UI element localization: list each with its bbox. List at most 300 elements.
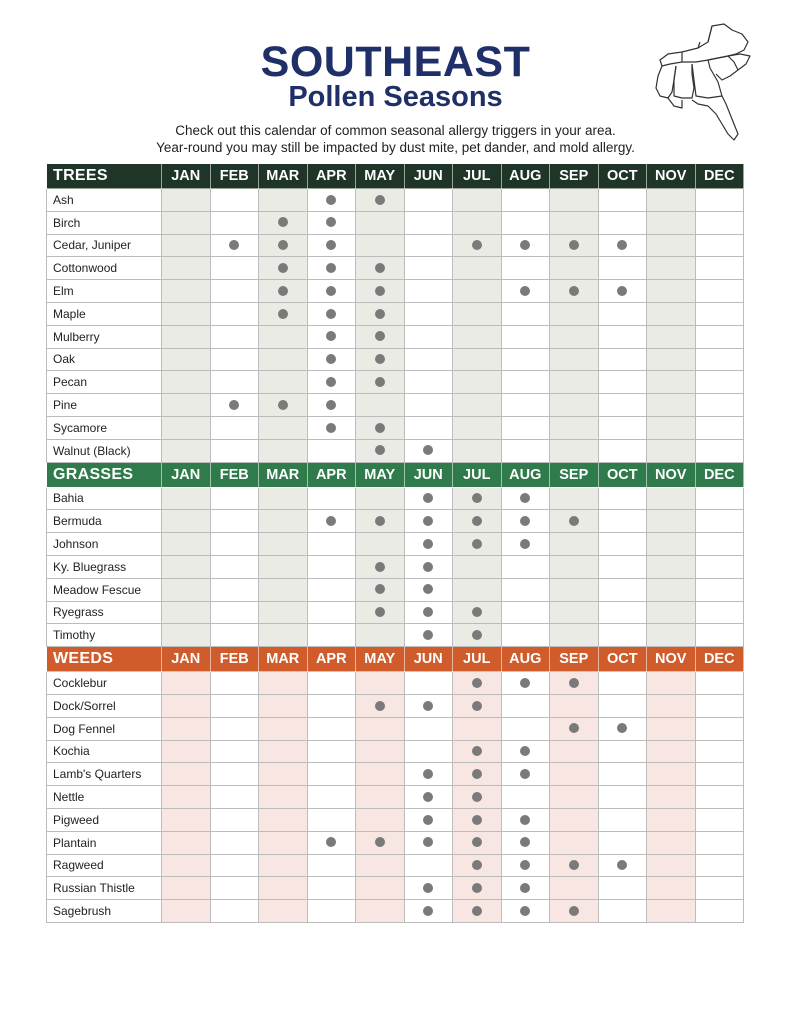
pollen-dot (617, 286, 627, 296)
month-cell (210, 257, 259, 280)
month-cell (453, 348, 502, 371)
month-cell (259, 189, 308, 212)
pollen-dot (423, 769, 433, 779)
month-cell (598, 877, 647, 900)
month-cell (598, 900, 647, 923)
month-cell (501, 877, 550, 900)
month-cell (550, 348, 599, 371)
month-header: AUG (501, 647, 550, 672)
month-cell (259, 900, 308, 923)
month-cell (404, 234, 453, 257)
pollen-dot (423, 906, 433, 916)
month-cell (453, 786, 502, 809)
month-header: FEB (210, 164, 259, 189)
month-cell (162, 189, 211, 212)
table-row (47, 394, 744, 417)
month-cell (647, 348, 696, 371)
month-cell (404, 439, 453, 462)
month-cell (210, 487, 259, 510)
month-cell (598, 394, 647, 417)
month-cell (598, 717, 647, 740)
month-cell (550, 416, 599, 439)
pollen-dot (326, 217, 336, 227)
month-cell (598, 257, 647, 280)
month-cell (162, 694, 211, 717)
month-cell (647, 371, 696, 394)
table-row (47, 900, 744, 923)
month-cell (647, 533, 696, 556)
month-cell (501, 325, 550, 348)
month-cell (647, 786, 696, 809)
month-cell (647, 325, 696, 348)
month-cell (453, 601, 502, 624)
month-cell (259, 325, 308, 348)
month-cell (356, 439, 405, 462)
month-cell (210, 717, 259, 740)
month-cell (210, 740, 259, 763)
pollen-dot (520, 837, 530, 847)
pollen-dot (520, 860, 530, 870)
month-cell (356, 302, 405, 325)
month-cell (404, 510, 453, 533)
pollen-dot (423, 630, 433, 640)
pollen-dot (569, 723, 579, 733)
month-cell (307, 416, 356, 439)
month-cell (453, 280, 502, 303)
month-cell (647, 439, 696, 462)
month-cell (550, 578, 599, 601)
month-cell (259, 555, 308, 578)
month-cell (210, 786, 259, 809)
month-cell (695, 280, 744, 303)
pollen-dot (423, 516, 433, 526)
month-cell (259, 740, 308, 763)
month-cell (453, 371, 502, 394)
month-cell (210, 371, 259, 394)
pollen-dot (326, 377, 336, 387)
month-cell (695, 854, 744, 877)
month-header: DEC (695, 462, 744, 487)
month-header: JAN (162, 647, 211, 672)
month-cell (501, 854, 550, 877)
month-cell (453, 808, 502, 831)
month-cell (259, 439, 308, 462)
pollen-calendar-table (46, 163, 744, 923)
pollen-dot (472, 240, 482, 250)
month-cell (356, 854, 405, 877)
month-cell (695, 877, 744, 900)
pollen-dot (472, 746, 482, 756)
pollen-dot (472, 883, 482, 893)
month-cell (550, 487, 599, 510)
month-cell (162, 533, 211, 556)
month-cell (259, 280, 308, 303)
month-header: AUG (501, 164, 550, 189)
month-cell (259, 877, 308, 900)
month-cell (695, 348, 744, 371)
table-row (47, 416, 744, 439)
month-cell (598, 786, 647, 809)
month-cell (404, 280, 453, 303)
grasses-header-row (47, 462, 744, 487)
plant-name: Timothy (47, 624, 162, 647)
month-cell (404, 257, 453, 280)
month-header: JUL (453, 164, 502, 189)
month-cell (307, 533, 356, 556)
pollen-dot (375, 607, 385, 617)
plant-name: Sycamore (47, 416, 162, 439)
month-cell (162, 555, 211, 578)
month-cell (550, 694, 599, 717)
plant-name: Plantain (47, 831, 162, 854)
month-cell (259, 211, 308, 234)
pollen-dot (520, 539, 530, 549)
month-cell (307, 280, 356, 303)
plant-name: Russian Thistle (47, 877, 162, 900)
page-title: SOUTHEAST (260, 38, 531, 86)
month-cell (307, 394, 356, 417)
month-header: JAN (162, 462, 211, 487)
pollen-dot (520, 769, 530, 779)
month-cell (647, 189, 696, 212)
month-cell (695, 763, 744, 786)
month-cell (162, 740, 211, 763)
month-cell (307, 624, 356, 647)
month-cell (162, 325, 211, 348)
month-cell (404, 211, 453, 234)
month-cell (550, 854, 599, 877)
month-cell (404, 717, 453, 740)
month-cell (550, 394, 599, 417)
month-cell (162, 280, 211, 303)
month-cell (598, 348, 647, 371)
table-row (47, 578, 744, 601)
month-cell (550, 808, 599, 831)
month-cell (404, 189, 453, 212)
month-header: MAY (356, 647, 405, 672)
month-cell (259, 302, 308, 325)
month-cell (162, 439, 211, 462)
month-cell (259, 601, 308, 624)
pollen-dot (423, 815, 433, 825)
plant-name: Johnson (47, 533, 162, 556)
pollen-dot (423, 883, 433, 893)
month-cell (210, 211, 259, 234)
month-cell (647, 717, 696, 740)
month-header: MAY (356, 164, 405, 189)
month-cell (647, 694, 696, 717)
plant-name: Mulberry (47, 325, 162, 348)
month-cell (550, 601, 599, 624)
category-name: WEEDS (47, 647, 162, 672)
month-cell (210, 672, 259, 695)
month-cell (210, 555, 259, 578)
month-cell (307, 808, 356, 831)
month-cell (695, 786, 744, 809)
month-cell (259, 694, 308, 717)
month-cell (550, 624, 599, 647)
month-cell (162, 900, 211, 923)
month-cell (210, 189, 259, 212)
pollen-dot (520, 678, 530, 688)
month-cell (162, 877, 211, 900)
month-cell (307, 740, 356, 763)
pollen-dot (423, 837, 433, 847)
table-row (47, 601, 744, 624)
month-cell (598, 325, 647, 348)
month-cell (259, 394, 308, 417)
month-cell (550, 900, 599, 923)
month-cell (550, 211, 599, 234)
month-cell (695, 717, 744, 740)
month-cell (404, 601, 453, 624)
month-cell (356, 877, 405, 900)
pollen-dot (326, 263, 336, 273)
month-cell (210, 854, 259, 877)
month-cell (647, 854, 696, 877)
month-cell (162, 672, 211, 695)
table-row (47, 302, 744, 325)
month-cell (647, 257, 696, 280)
month-cell (356, 694, 405, 717)
month-cell (598, 578, 647, 601)
month-cell (695, 624, 744, 647)
pollen-dot (423, 445, 433, 455)
month-cell (598, 533, 647, 556)
month-cell (259, 786, 308, 809)
month-cell (162, 348, 211, 371)
pollen-dot (520, 815, 530, 825)
month-cell (356, 555, 405, 578)
table-row (47, 510, 744, 533)
month-cell (550, 371, 599, 394)
pollen-dot (326, 400, 336, 410)
month-cell (356, 763, 405, 786)
pollen-dot (326, 286, 336, 296)
pollen-dot (520, 516, 530, 526)
table-row (47, 211, 744, 234)
month-cell (598, 416, 647, 439)
month-cell (162, 601, 211, 624)
month-cell (404, 854, 453, 877)
month-cell (695, 740, 744, 763)
month-cell (695, 302, 744, 325)
month-cell (356, 533, 405, 556)
month-cell (695, 672, 744, 695)
month-header: AUG (501, 462, 550, 487)
month-cell (647, 808, 696, 831)
month-cell (647, 302, 696, 325)
month-cell (162, 624, 211, 647)
month-cell (162, 371, 211, 394)
month-cell (210, 280, 259, 303)
month-cell (598, 808, 647, 831)
month-header: MAR (259, 164, 308, 189)
pollen-dot (520, 746, 530, 756)
month-cell (307, 555, 356, 578)
month-header: NOV (647, 164, 696, 189)
plant-name: Dog Fennel (47, 717, 162, 740)
table-row (47, 786, 744, 809)
pollen-dot (472, 792, 482, 802)
month-cell (453, 487, 502, 510)
pollen-dot (375, 377, 385, 387)
pollen-dot (617, 860, 627, 870)
pollen-dot (375, 286, 385, 296)
month-cell (647, 578, 696, 601)
month-header: NOV (647, 462, 696, 487)
month-cell (598, 624, 647, 647)
month-cell (598, 234, 647, 257)
month-cell (307, 601, 356, 624)
month-cell (162, 808, 211, 831)
month-cell (550, 189, 599, 212)
plant-name: Cocklebur (47, 672, 162, 695)
month-cell (356, 348, 405, 371)
month-cell (647, 416, 696, 439)
pollen-dot (278, 217, 288, 227)
month-cell (647, 394, 696, 417)
month-cell (356, 717, 405, 740)
month-cell (307, 854, 356, 877)
month-cell (356, 211, 405, 234)
pollen-dot (520, 240, 530, 250)
month-cell (550, 533, 599, 556)
month-cell (162, 394, 211, 417)
month-header: MAR (259, 647, 308, 672)
month-cell (501, 786, 550, 809)
month-cell (647, 900, 696, 923)
month-cell (162, 786, 211, 809)
month-cell (404, 578, 453, 601)
pollen-dot (472, 860, 482, 870)
month-cell (307, 831, 356, 854)
table-row (47, 555, 744, 578)
month-cell (501, 601, 550, 624)
month-cell (695, 900, 744, 923)
month-cell (307, 371, 356, 394)
pollen-dot (229, 240, 239, 250)
pollen-dot (326, 195, 336, 205)
month-cell (501, 189, 550, 212)
month-cell (695, 533, 744, 556)
month-cell (598, 371, 647, 394)
table-row (47, 694, 744, 717)
month-cell (259, 416, 308, 439)
month-cell (404, 487, 453, 510)
pollen-dot (569, 240, 579, 250)
description-line-1: Check out this calendar of common seasonal allergy triggers in your area. (175, 123, 616, 138)
pollen-dot (278, 309, 288, 319)
month-cell (453, 900, 502, 923)
month-cell (210, 533, 259, 556)
month-cell (550, 302, 599, 325)
month-cell (501, 740, 550, 763)
month-cell (501, 555, 550, 578)
month-cell (162, 763, 211, 786)
month-cell (404, 624, 453, 647)
month-cell (598, 439, 647, 462)
month-cell (647, 831, 696, 854)
month-cell (259, 672, 308, 695)
month-cell (695, 394, 744, 417)
month-cell (356, 831, 405, 854)
plant-name: Ryegrass (47, 601, 162, 624)
plant-name: Cedar, Juniper (47, 234, 162, 257)
month-cell (259, 854, 308, 877)
month-cell (162, 510, 211, 533)
month-cell (453, 257, 502, 280)
pollen-dot (326, 516, 336, 526)
pollen-dot (229, 400, 239, 410)
month-cell (162, 831, 211, 854)
pollen-dot (423, 539, 433, 549)
month-cell (404, 416, 453, 439)
month-cell (404, 302, 453, 325)
month-cell (598, 510, 647, 533)
month-cell (453, 624, 502, 647)
month-cell (404, 694, 453, 717)
table-row (47, 348, 744, 371)
month-cell (356, 601, 405, 624)
month-cell (501, 808, 550, 831)
category-name: TREES (47, 164, 162, 189)
month-cell (695, 257, 744, 280)
pollen-dot (423, 584, 433, 594)
month-cell (598, 672, 647, 695)
month-cell (307, 325, 356, 348)
pollen-dot (472, 539, 482, 549)
month-cell (501, 487, 550, 510)
month-cell (695, 555, 744, 578)
plant-name: Pecan (47, 371, 162, 394)
month-cell (695, 601, 744, 624)
pollen-dot (472, 815, 482, 825)
month-cell (210, 234, 259, 257)
pollen-dot (472, 607, 482, 617)
month-cell (501, 280, 550, 303)
trees-header-row (47, 164, 744, 189)
pollen-dot (569, 906, 579, 916)
month-cell (356, 394, 405, 417)
month-cell (695, 808, 744, 831)
weeds-header-row (47, 647, 744, 672)
pollen-dot (375, 423, 385, 433)
plant-name: Ash (47, 189, 162, 212)
month-cell (695, 487, 744, 510)
month-cell (647, 280, 696, 303)
pollen-dot (472, 769, 482, 779)
table-row (47, 234, 744, 257)
month-cell (404, 740, 453, 763)
month-cell (210, 624, 259, 647)
month-cell (453, 394, 502, 417)
month-cell (307, 578, 356, 601)
plant-name: Kochia (47, 740, 162, 763)
month-cell (453, 302, 502, 325)
month-cell (210, 831, 259, 854)
month-cell (259, 348, 308, 371)
month-cell (550, 234, 599, 257)
month-cell (501, 672, 550, 695)
plant-name: Oak (47, 348, 162, 371)
table-row (47, 854, 744, 877)
month-cell (453, 578, 502, 601)
month-cell (550, 740, 599, 763)
month-cell (356, 624, 405, 647)
month-cell (210, 348, 259, 371)
month-cell (695, 189, 744, 212)
